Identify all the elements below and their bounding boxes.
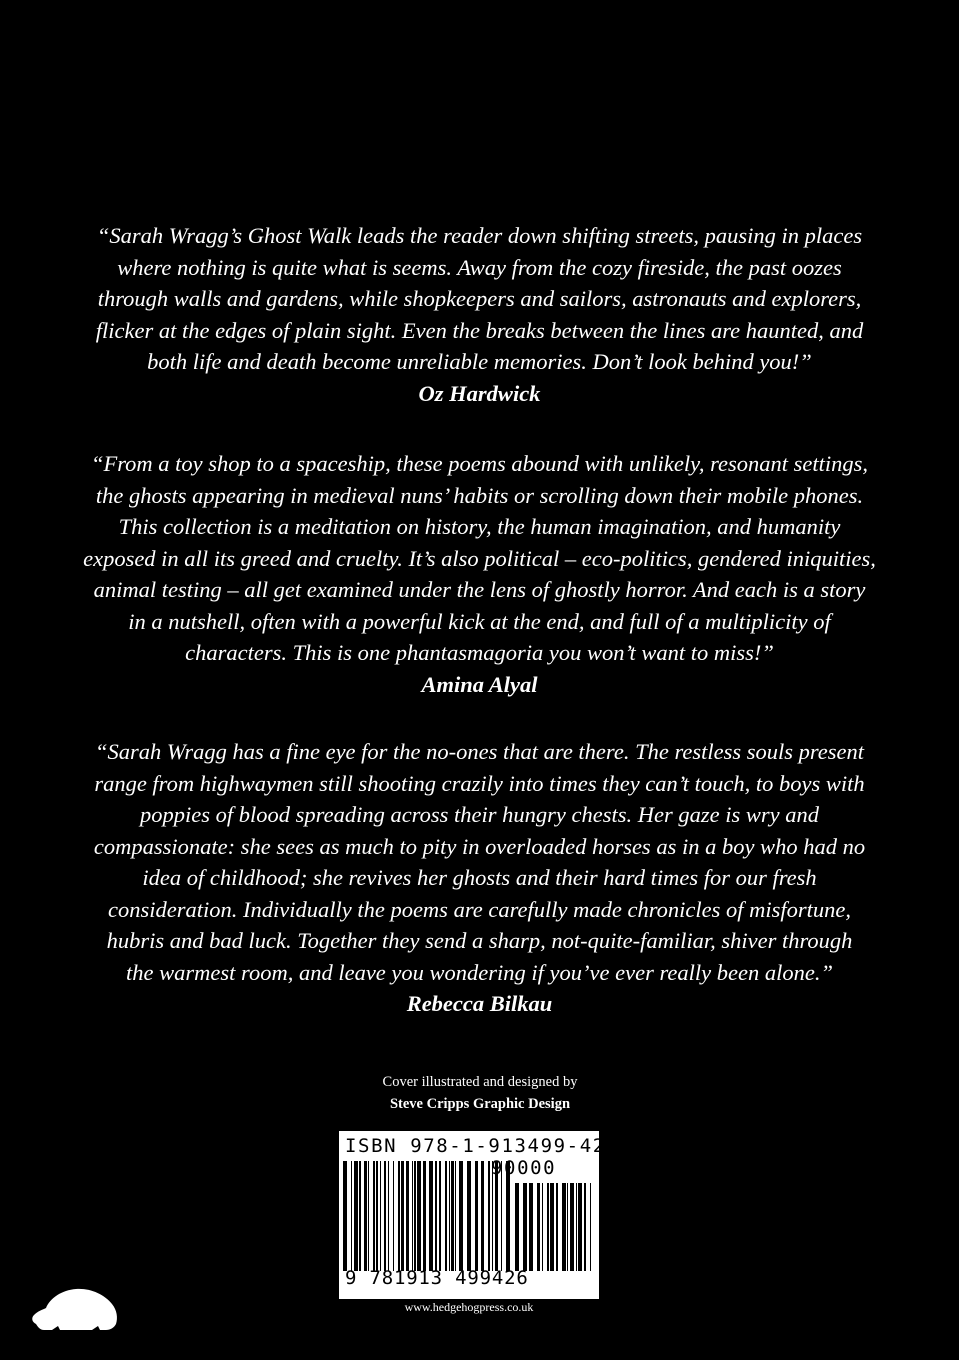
barcode-bar [467, 1161, 471, 1271]
quote-line: “Sarah Wragg has a fine eye for the no-ones that are there. The restless souls present [94, 739, 865, 764]
barcode-bar [354, 1161, 358, 1271]
barcode-bar [547, 1183, 549, 1271]
quote-line: range from highwaymen still shooting crazily into times they can’t touch, to boys with [94, 770, 865, 796]
barcode-bar [481, 1161, 484, 1271]
barcode-bar [384, 1161, 386, 1271]
quote-line: “Sarah Wragg’s Ghost Walk leads the reader down shifting streets, pausing in places [96, 223, 863, 248]
design-credit [280, 1071, 680, 1115]
barcode-bar [417, 1161, 421, 1271]
barcode-bar [515, 1183, 519, 1271]
quote-line: idea of childhood; she revives her ghosts and their hard times for our fresh [142, 865, 817, 890]
barcode-bar [488, 1161, 490, 1271]
quote-author: Amina Alyal [421, 671, 538, 697]
quote-line: consideration. Individually the poems are carefully made chronicles of misfortune, [108, 896, 851, 922]
review-quote-2 [60, 448, 899, 700]
credit-designer: Steve Cripps Graphic Design [389, 1096, 571, 1112]
price-addon: 90000 [491, 1157, 557, 1179]
barcode-bar [570, 1183, 574, 1271]
barcode-bar [475, 1161, 478, 1271]
isbn-label: ISBN 978-1-913499-42-6 [345, 1135, 632, 1157]
barcode-bar [373, 1161, 375, 1271]
quote-line: the ghosts appearing in medieval nuns’ habits or scrolling down their mobile phones. [95, 482, 864, 508]
barcode-bar [351, 1161, 352, 1271]
quote-line: characters. This is one phantasmagoria you won’t want to miss!” [185, 640, 774, 665]
barcode-bar [584, 1183, 586, 1271]
quote-line: animal testing – all get examined under the lens of ghostly horror. And each is a story [93, 577, 866, 602]
barcode-bar [529, 1183, 533, 1271]
barcode-bar [364, 1161, 367, 1271]
barcode-bar [542, 1183, 543, 1271]
barcode-bar [398, 1161, 400, 1271]
barcode-bar [455, 1161, 456, 1271]
barcode-bar [368, 1161, 369, 1271]
barcode-bar [406, 1161, 409, 1271]
barcode-bar [423, 1161, 426, 1271]
barcode-bar [380, 1161, 381, 1271]
barcode-bar [537, 1183, 540, 1271]
barcode-bar [429, 1161, 433, 1271]
barcode-bar [388, 1161, 389, 1271]
quote-author: Rebecca Bilkau [406, 991, 553, 1016]
barcode-bar [556, 1183, 558, 1271]
barcode-bar [401, 1161, 404, 1271]
barcode-bar [590, 1183, 591, 1271]
quote-author: Oz Hardwick [418, 380, 541, 406]
quote-line: “From a toy shop to a spaceship, these poems abound with unlikely, resonant settings, [90, 451, 869, 476]
quote-line: This collection is a meditation on history, the human imagination, and humanity [118, 514, 841, 539]
quote-line: poppies of blood spreading across their hungry chests. Her gaze is wry and [140, 802, 819, 827]
barcode-bar [393, 1161, 394, 1271]
ean-digits: 9 781913 499426 [345, 1267, 529, 1289]
quote-line: both life and death become unreliable memories. Don’t look behind you!” [147, 349, 812, 374]
barcode-bar [567, 1183, 568, 1271]
barcode-bar [445, 1161, 447, 1271]
credit-label: Cover illustrated and designed by [382, 1074, 578, 1090]
barcode-bar [412, 1161, 413, 1271]
quote-line: the warmest room, and leave you wondering if you’ve ever really been alone.” [126, 959, 833, 985]
barcode-bar [550, 1183, 554, 1271]
barcode-bar [523, 1183, 527, 1271]
barcode-bar [414, 1161, 416, 1271]
quote-line: flicker at the edges of plain sight. Even the breaks between the lines are haunted, and [95, 317, 864, 343]
quote-line: exposed in all its greed and cruelty. It’s also political – eco-politics, gendered iniquities, [83, 545, 876, 571]
publisher-website: www.hedgehogpress.co.uk [404, 1300, 534, 1314]
barcode-bar [451, 1161, 454, 1271]
quote-line: through walls and gardens, while shopkeepers and sailors, astronauts and explorers, [97, 286, 862, 311]
hedgehog-icon [30, 1280, 120, 1332]
isbn-barcode [339, 1131, 632, 1299]
barcode-bar [376, 1161, 378, 1271]
barcode-bar [439, 1161, 441, 1271]
quote-line: where nothing is quite what is seems. Away from the cozy fireside, the past oozes [117, 254, 842, 280]
barcode-bar [343, 1161, 347, 1271]
barcode-bar [576, 1183, 577, 1271]
barcode-bar [435, 1161, 437, 1271]
barcode-bar [449, 1161, 450, 1271]
quote-line: in a nutshell, often with a powerful kick at the end, and full of a multiplicity of [128, 608, 831, 634]
barcode-bar [459, 1161, 463, 1271]
barcode-bar [578, 1183, 582, 1271]
review-quote-1 [60, 220, 899, 409]
quote-line: compassionate: she sees as much to pity in overloaded horses as in a boy who had no [93, 833, 866, 859]
quote-line: hubris and bad luck. Together they send a sharp, not-quite-familiar, shiver through [106, 928, 853, 953]
barcode-bar [359, 1161, 361, 1271]
barcode-bar [562, 1183, 566, 1271]
review-quote-3 [60, 736, 899, 1020]
